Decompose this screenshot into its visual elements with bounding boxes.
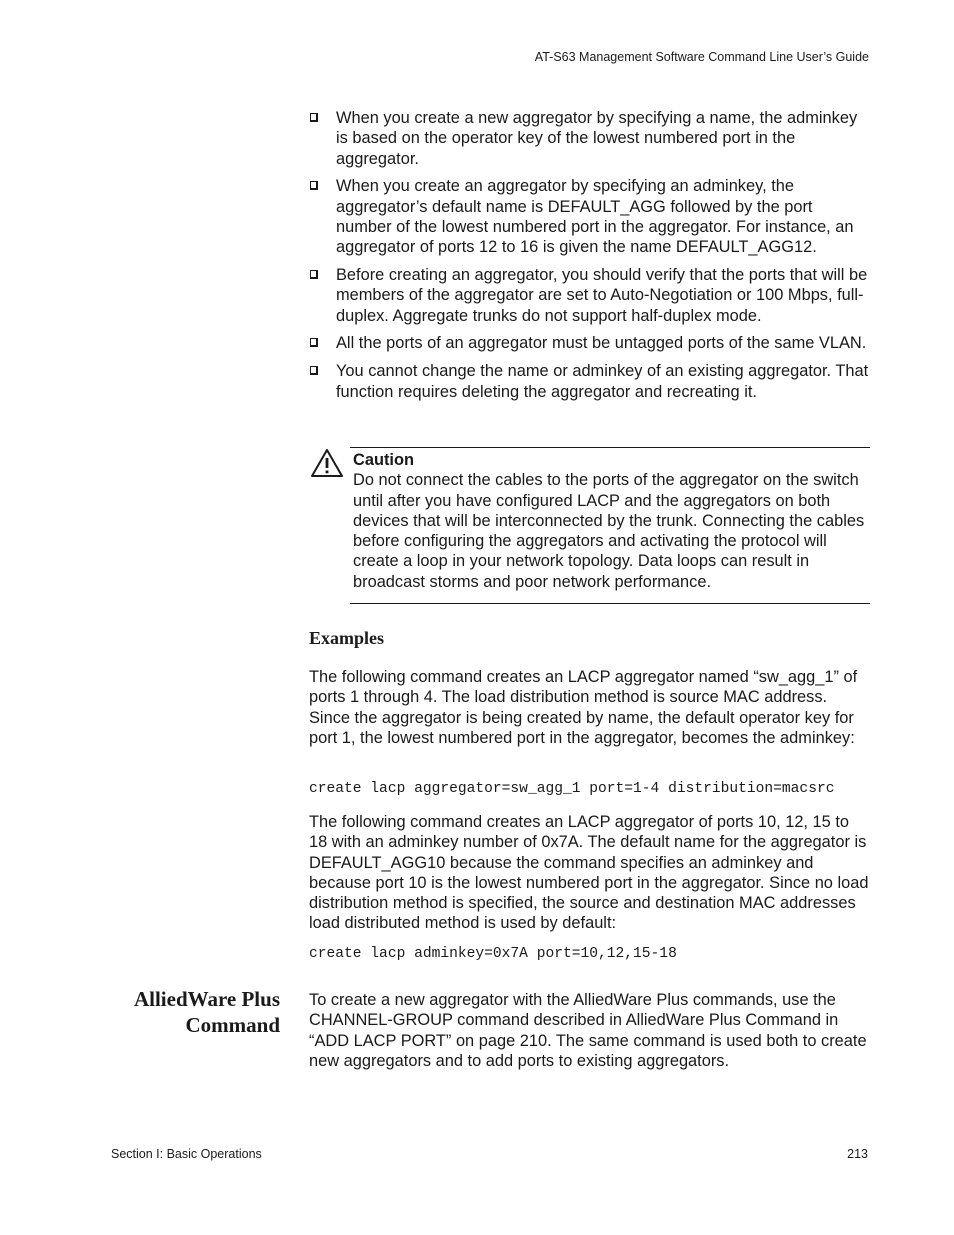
checkbox-bullet-icon <box>310 270 318 279</box>
example-paragraph-1: The following command creates an LACP aggregator named “sw_agg_1” of ports 1 through 4. The load distribution method is source MAC address. Since the aggregator is being created by name, the default operator key for port 1, the lowest numbered port in the aggregator, becomes the adminkey: <box>309 668 858 747</box>
caution-title: Caution <box>353 451 415 469</box>
checkbox-bullet-icon <box>310 113 318 122</box>
checkbox-bullet-icon <box>310 338 318 347</box>
list-item <box>309 176 869 257</box>
bullet-list <box>309 108 869 409</box>
checkbox-bullet-icon <box>310 366 318 375</box>
list-item-text: When you create a new aggregator by specifying a name, the adminkey is based on the operator key of the lowest numbered port in the aggregator. <box>336 109 858 168</box>
checkbox-bullet-icon <box>310 181 318 190</box>
caution-top-rule <box>350 447 870 448</box>
code-example-2: create lacp adminkey=0x7A port=10,12,15-18 <box>309 946 677 962</box>
list-item <box>309 333 869 353</box>
list-item <box>309 108 869 169</box>
page-number: 213 <box>847 1147 868 1161</box>
alliedware-paragraph: To create a new aggregator with the AlliedWare Plus commands, use the CHANNEL-GROUP command described in AlliedWare Plus Command in “ADD LACP PORT” on page 210. The same command is used both to create new aggregators and to add ports to existing aggregators. <box>309 991 867 1070</box>
caution-text: Do not connect the cables to the ports of the aggregator on the switch until after you have configured LACP and the aggregators on both devices that will be interconnected by the trunk. Connecting the cables before configuring the aggregators and activating the protocol will create a loop in your network topology. Data loops can result in broadcast storms and poor network performance. <box>353 471 865 591</box>
caution-bottom-rule <box>350 603 870 604</box>
footer-section: Section I: Basic Operations <box>111 1147 262 1161</box>
section-heading-line-1: AlliedWare Plus <box>133 987 280 1011</box>
list-item <box>309 361 869 402</box>
section-heading-line-2: Command <box>185 1013 280 1037</box>
warning-triangle-icon <box>310 448 344 478</box>
running-header: AT-S63 Management Software Command Line User’s Guide <box>534 50 869 64</box>
list-item <box>309 265 869 326</box>
section-heading-alliedware <box>134 986 280 1038</box>
list-item-text: You cannot change the name or adminkey of an existing aggregator. That function requires deleting the aggregator and recreating it. <box>336 362 869 401</box>
list-item-text: All the ports of an aggregator must be untagged ports of the same VLAN. <box>336 334 867 353</box>
examples-heading: Examples <box>309 628 385 648</box>
example-paragraph-2: The following command creates an LACP aggregator of ports 10, 12, 15 to 18 with an adminkey number of 0x7A. The default name for the aggregator is DEFAULT_AGG10 because the command specifies an adminkey and because port 10 is the lowest numbered port in the aggregator. Since no load distribution method is specified, the source and destination MAC addresses load distributed method is used by default: <box>309 813 869 933</box>
list-item-text: When you create an aggregator by specifying an adminkey, the aggregator’s default name is DEFAULT_AGG followed by the port number of the lowest numbered port in the aggregator. For instance, an aggregator of ports 12 to 16 is given the name DEFAULT_AGG12. <box>336 177 854 257</box>
list-item-text: Before creating an aggregator, you should verify that the ports that will be members of the aggregator are set to Auto-Negotiation or 100 Mbps, full-duplex. Aggregate trunks do not support half-duplex mode. <box>336 266 868 325</box>
code-example-1: create lacp aggregator=sw_agg_1 port=1-4 distribution=macsrc <box>309 781 835 797</box>
